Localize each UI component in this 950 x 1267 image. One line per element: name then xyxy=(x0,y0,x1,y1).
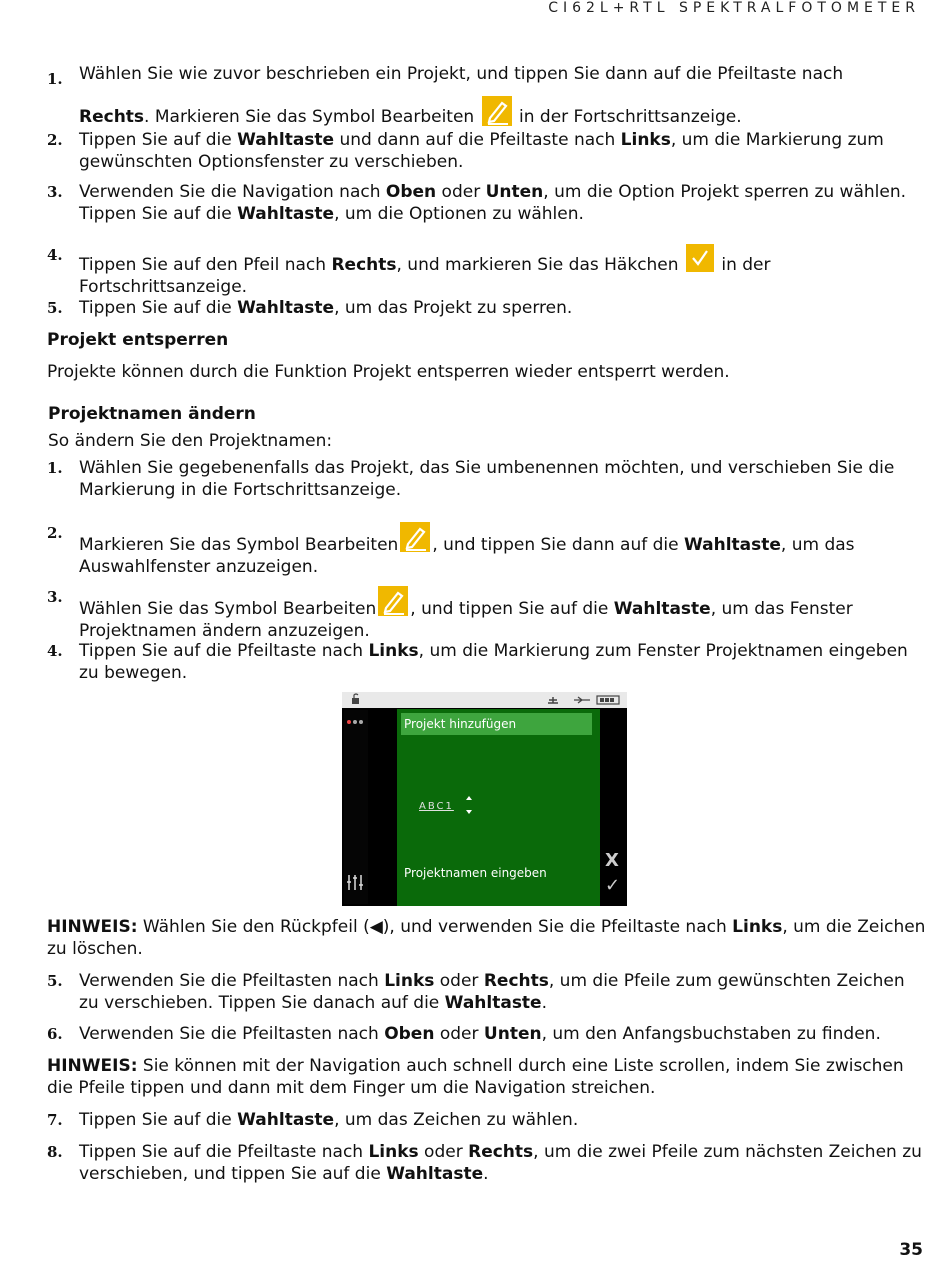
checkmark-icon xyxy=(686,244,714,272)
device-side-panel xyxy=(344,710,368,904)
dialog-title: Projekt hinzufügen xyxy=(401,713,592,735)
step-number: 1. xyxy=(47,70,63,88)
confirm-check-icon[interactable]: ✓ xyxy=(605,875,621,896)
document-header: CI62L+RTL SPEKTRALFOTOMETER xyxy=(548,0,920,16)
edit-pencil-icon xyxy=(378,586,408,616)
step-8: 8. Tippen Sie auf die Pfeiltaste nach Links oder Rechts, um die zwei Pfeile zum nächsten Zeichen zu verschieben, und tippen Sie auf die Wahltaste. xyxy=(47,1142,922,1184)
rename-step-3: 3. Wählen Sie das Symbol Bearbeiten , und tippen Sie auf die Wahltaste, um das Fenster Projektnamen ändern anzuzeigen. xyxy=(47,588,853,641)
cancel-x-icon[interactable]: X xyxy=(605,850,619,871)
name-entry-characters[interactable]: ABC1 xyxy=(419,801,454,812)
note-1: HINWEIS: Wählen Sie den Rückpfeil (◀), und verwenden Sie die Pfeiltaste nach Links, um die Zeichen zu löschen. xyxy=(47,917,926,959)
rename-intro: So ändern Sie den Projektnamen: xyxy=(48,431,333,451)
step-5: 5. Tippen Sie auf die Wahltaste, um das Projekt zu sperren. xyxy=(47,298,573,318)
rename-step-1: 1. Wählen Sie gegebenenfalls das Projekt, das Sie umbenennen möchten, und verschieben Sie die Markierung in die Fortschrittsanzeige. xyxy=(47,458,895,500)
step-3: 3. Verwenden Sie die Navigation nach Oben oder Unten, um die Option Projekt sperren zu wählen. Tippen Sie auf die Wahltaste, um die Optionen zu wählen. xyxy=(47,182,907,224)
edit-pencil-icon xyxy=(400,522,430,552)
device-dialog xyxy=(397,709,600,906)
device-screen xyxy=(342,692,627,906)
section-heading-rename: Projektnamen ändern xyxy=(48,404,256,424)
note-2: HINWEIS: Sie können mit der Navigation auch schnell durch eine Liste scrollen, indem Sie zwischen die Pfeile tippen und dann mit dem Finger um die Navigation streichen. xyxy=(47,1056,904,1098)
unlock-text: Projekte können durch die Funktion Projekt entsperren wieder entsperrt werden. xyxy=(47,362,730,382)
step-4: 4. Tippen Sie auf den Pfeil nach Rechts, und markieren Sie das Häkchen in der Fortschrittsanzeige. xyxy=(47,246,771,297)
rename-step-2: 2. Markieren Sie das Symbol Bearbeiten , und tippen Sie dann auf die Wahltaste, um das Auswahlfenster anzuzeigen. xyxy=(47,524,855,577)
rename-step-4: 4. Tippen Sie auf die Pfeiltaste nach Links, um die Markierung zum Fenster Projektnamen eingeben zu bewegen. xyxy=(47,641,908,683)
up-down-arrows-icon xyxy=(465,795,473,815)
section-heading-unlock: Projekt entsperren xyxy=(47,330,229,350)
step-2: 2. Tippen Sie auf die Wahltaste und dann auf die Pfeiltaste nach Links, um die Markierung zum gewünschten Optionsfenster zu verschieben. xyxy=(47,130,884,172)
page-number: 35 xyxy=(899,1240,923,1260)
step-5b: 5. Verwenden Sie die Pfeiltasten nach Links oder Rechts, um die Pfeile zum gewünschten Zeichen zu verschieben. Tippen Sie danach auf die Wahltaste. xyxy=(47,971,905,1013)
step-6: 6. Verwenden Sie die Pfeiltasten nach Oben oder Unten, um den Anfangsbuchstaben zu finden. xyxy=(47,1024,881,1044)
step-1: 1. Wählen Sie wie zuvor beschrieben ein Projekt, und tippen Sie dann auf die Pfeiltaste nach Rechts. Markieren Sie das Symbol Bearbeiten in der Fortschrittsanzeige. xyxy=(47,64,844,127)
step-7: 7. Tippen Sie auf die Wahltaste, um das Zeichen zu wählen. xyxy=(47,1110,579,1130)
field-label: Projektnamen eingeben xyxy=(404,866,547,880)
edit-pencil-icon xyxy=(482,96,512,126)
status-bar xyxy=(342,692,627,708)
